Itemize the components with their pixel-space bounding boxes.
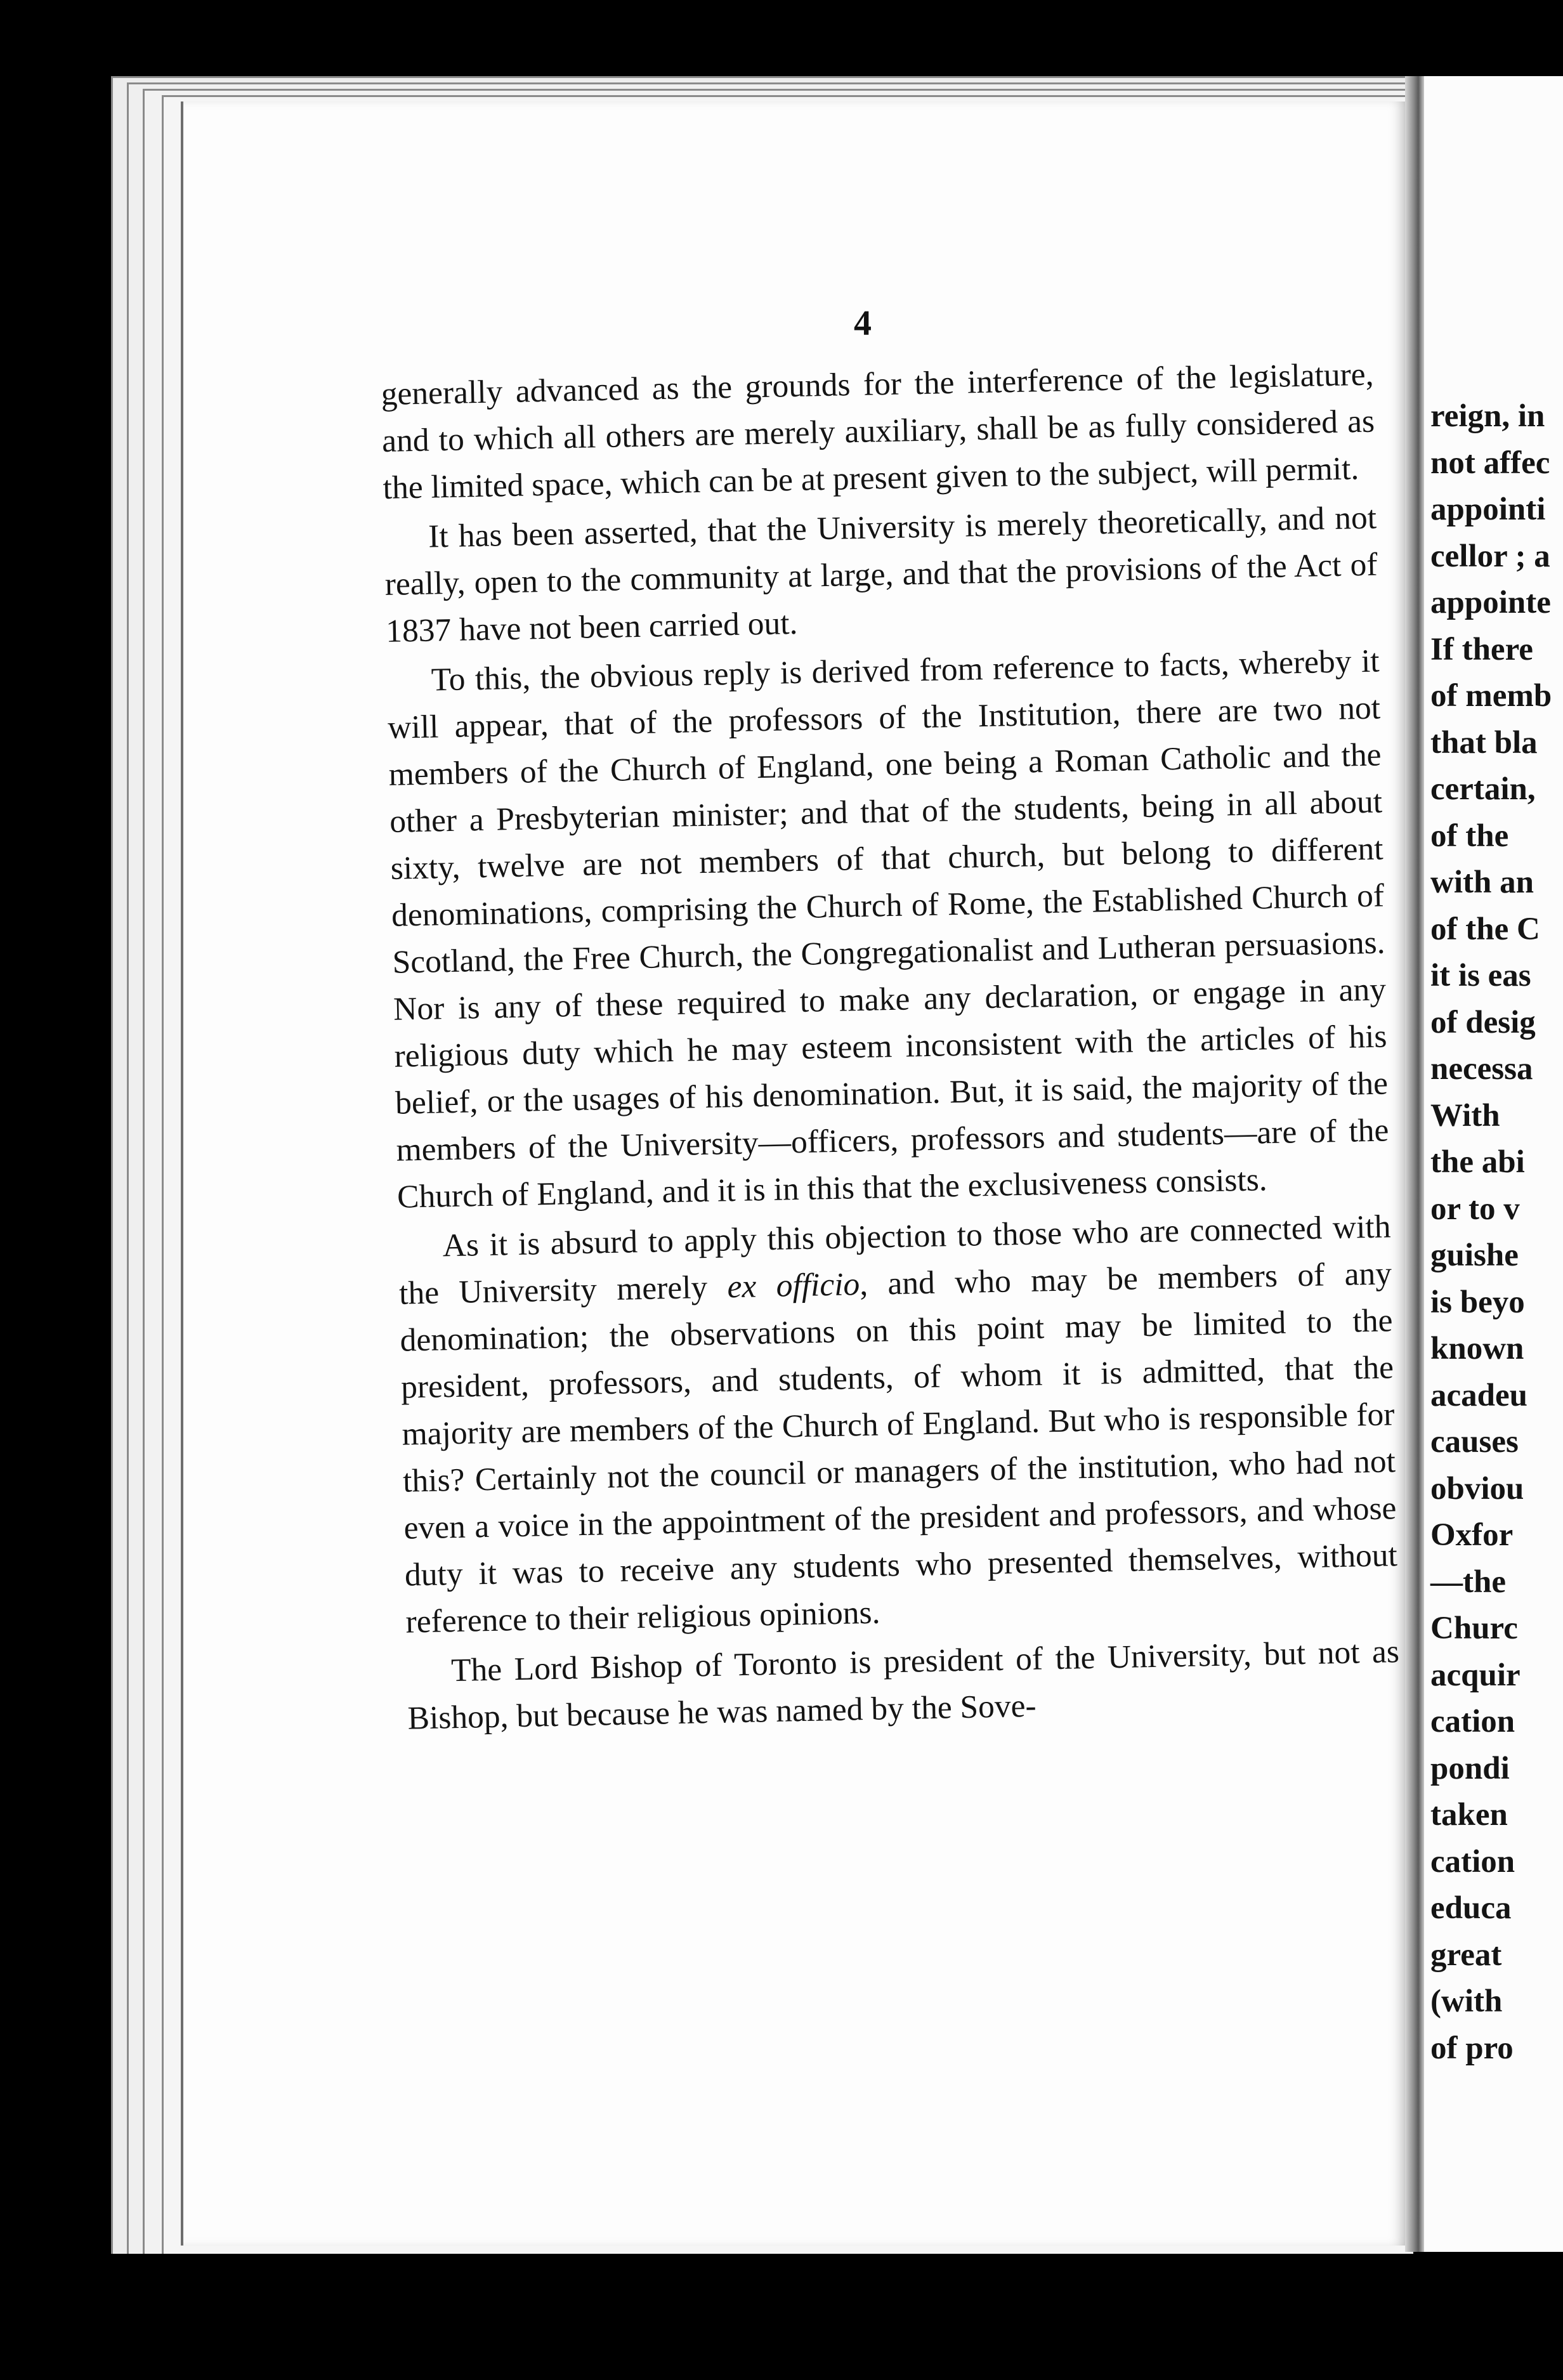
facing-page-line: With [1430, 1097, 1500, 1134]
facing-page-line: of pro [1430, 2030, 1514, 2066]
facing-page-line: it is eas [1430, 958, 1531, 993]
page-number: 4 [854, 304, 872, 343]
facing-page-line: Oxfor [1430, 1517, 1514, 1553]
facing-page-line: cation [1430, 1843, 1515, 1880]
facing-page [1424, 76, 1563, 2252]
facing-page-line: of the C [1430, 911, 1540, 947]
facing-page-line: certain, [1430, 771, 1536, 807]
facing-page-line: acadeu [1430, 1377, 1527, 1413]
book-gutter [1405, 76, 1424, 2252]
facing-page-line: Churc [1430, 1611, 1518, 1646]
facing-page-line: guishe [1430, 1238, 1519, 1273]
facing-page-line: taken [1430, 1797, 1508, 1833]
facing-page-line: the abi [1430, 1144, 1525, 1180]
facing-page-line: acquir [1430, 1657, 1520, 1693]
paragraph-4-text: As it is absurd to apply this objection to those who are connected with the University merely [398, 1208, 1391, 1312]
facing-page-line: —the [1430, 1564, 1506, 1600]
facing-page-line: pondi [1430, 1750, 1510, 1786]
paragraph-4-text-cont: , and who may be members of any denomination; the observations on this point may be limited to the president, professors, and students, of whom it is admitted, that the majority are members of the Church of England. But who is responsible for this? Certainly not the council or managers of the institution, who had not even a voice in the appointment of the president and professors, and whose duty it was to receive any students who presented themselves, without reference to their religious opinions. [400, 1255, 1398, 1640]
facing-page-line: appointe [1430, 585, 1551, 620]
facing-page-line: of the [1430, 818, 1509, 854]
facing-page-line: not affec [1430, 445, 1550, 481]
italic-phrase: ex officio [726, 1266, 860, 1305]
facing-page-line: great [1430, 1937, 1502, 1973]
facing-page-line: that bla [1430, 724, 1538, 761]
facing-page-line: If there [1430, 631, 1533, 667]
facing-page-line: reign, in [1430, 398, 1545, 434]
facing-page-line: (with [1430, 1984, 1503, 2019]
paragraph-2: It has been asserted, that the University is merely theoretically, and not really, open to the community at large, and that the provisions of the Act of 1837 have not been carried out. [384, 499, 1378, 650]
paragraph-1: generally advanced as the grounds for the interference of the legislature, and to which all others are merely auxiliary, shall be as fully considered as the limited space, which can be at present given to the subject, will permit. [381, 356, 1375, 506]
facing-page-line: appointi [1430, 492, 1546, 527]
facing-page-line: of memb [1430, 678, 1552, 714]
paragraph-3: To this, the obvious reply is derived from reference to facts, whereby it will appear, that of the professors of the Institution, there are two not members of the Church of England, one being a Roman Catholic and the other a Presbyterian minister; and that of the students, being in all about sixty, twelve are not members of that church, but belong to different denominations, comprising the Church of Rome, the Established Church of Scotland, the Free Church, the Congregationalist and Lutheran persuasions. Nor is any of these required to make any declaration, or engage in any religious duty which he may esteem inconsistent with the articles of his belief, or the usages of his denomination. But, it is said, the majority of the members of the University—officers, professors and students—are of the Church of England, and it is in this that the exclusiveness consists. [387, 643, 1389, 1215]
facing-page-line: or to v [1430, 1191, 1520, 1227]
paragraph-4 [398, 1203, 1399, 1645]
facing-page-line: cellor ; a [1430, 538, 1550, 574]
facing-page-text [1430, 393, 1552, 2072]
body-text [381, 351, 1401, 1745]
paragraph-5: The Lord Bishop of Toronto is president of the University, but not as Bishop, but because he was named by the Sove- [407, 1633, 1400, 1737]
facing-page-line: obviou [1430, 1470, 1524, 1507]
facing-page-line: necessa [1430, 1051, 1533, 1087]
facing-page-line: causes [1430, 1424, 1519, 1460]
facing-page-line: known [1430, 1331, 1524, 1366]
facing-page-line: is beyo [1430, 1284, 1525, 1320]
facing-page-line: educa [1430, 1890, 1512, 1926]
facing-page-line: cation [1430, 1704, 1515, 1739]
facing-page-line: with an [1430, 865, 1534, 900]
facing-page-line: of desig [1430, 1004, 1536, 1040]
